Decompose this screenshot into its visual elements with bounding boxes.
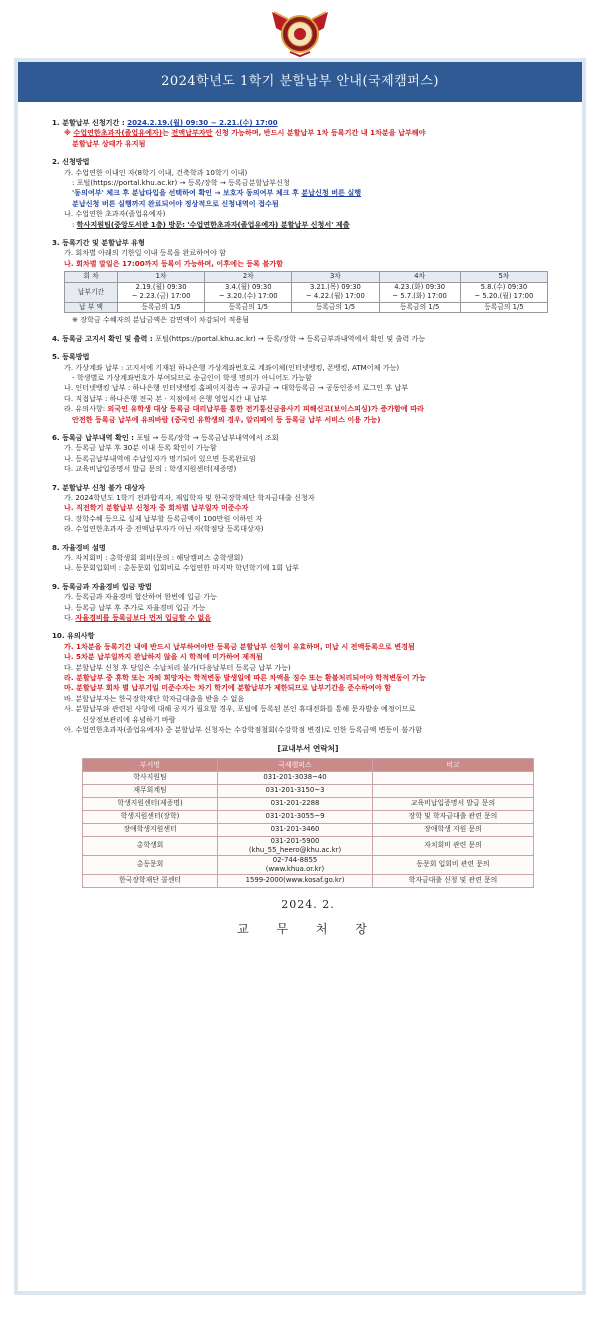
schedule-cell: 등록금의 1/5 xyxy=(205,302,292,313)
section-9-heading: 9. 등록금과 자율경비 입금 방법 xyxy=(52,581,152,591)
s2-item-b: 나. 수업연한 초과자(졸업유예자) xyxy=(64,209,166,219)
s5-item-c: 다. 직접납부 : 하나은행 전국 본 · 지점에서 은행 영업시간 내 납부 xyxy=(64,393,268,403)
schedule-header: 회 차 xyxy=(65,272,118,283)
schedule-cell: 등록금의 1/5 xyxy=(292,302,379,313)
schedule-cell: 2.19.(월) 09:30 ~ 2.23.(금) 17:00 xyxy=(118,282,205,302)
s10-item-b: 나. 5차분 납부일까지 완납하지 않을 시 학적에 미가하여 제적됨 xyxy=(64,652,263,662)
schedule-table xyxy=(64,271,548,313)
s7-item-a: 가. 2024학년도 1학기 전과합격자, 재입학자 및 한국장학재단 학자금대출 신청자 xyxy=(64,492,315,502)
s4-text: 포털(https://portal.khu.ac.kr) → 등록/장학 → 등록금부과내역에서 확인 및 출력 가능 xyxy=(155,333,426,343)
s7-item-b: 나. 직전학기 분할납부 신청자 중 회차별 납부일자 미준수자 xyxy=(64,503,249,513)
s10-item-g: 사. 분할납부와 관련된 사항에 대해 공지가 필요할 경우, 포털에 등록된 본인 휴대전화를 통해 문자발송 예정이므로 xyxy=(64,704,416,714)
section-8 xyxy=(52,543,564,574)
s2-item-a-2: '동의여부' 체크 후 분납타입을 선택하여 확인 → 보호자 동의여부 체크 후 xyxy=(72,188,302,198)
notice-content xyxy=(52,118,564,935)
table-row: 학생지원센터(장학) 031-201-3055~9 장학 및 학자금대출 관련 문의 xyxy=(83,810,534,823)
schedule-cell: 4.23.(화) 09:30 ~ 5.7.(화) 17:00 xyxy=(379,282,460,302)
schedule-cell: 3.21.(목) 09:30 ~ 4.22.(월) 17:00 xyxy=(292,282,379,302)
section-8-heading: 8. 자율경비 설명 xyxy=(52,542,106,552)
schedule-cell: 3.4.(월) 09:30 ~ 3.20.(수) 17:00 xyxy=(205,282,292,302)
table-row: 장애학생지원센터 031-201-3460 장애학생 지원 문의 xyxy=(83,823,534,836)
issue-date: 2024. 2. xyxy=(281,897,335,911)
issuing-office: 교 무 처 장 xyxy=(237,922,379,937)
s10-item-a: 가. 1차분을 등록기간 내에 반드시 납부하여야만 등록금 분할납부 신청이 유효하며, 미납 시 전액등록으로 변경됨 xyxy=(64,641,415,651)
section-4 xyxy=(52,334,564,344)
table-row: 총동문회 02-744-8855 (www.khua.or.kr) 동문회 입회비 관련 문의 xyxy=(83,855,534,874)
section-2 xyxy=(52,157,564,230)
s1-note-full-payment: 전액납부자만 xyxy=(171,128,213,138)
s1-note-line-2: 분할납부 상태가 유지됨 xyxy=(72,138,146,148)
schedule-row-label: 납부기간 xyxy=(65,282,118,302)
contacts-header: 부서명 xyxy=(83,758,218,771)
s9-item-c-warning: 자율경비를 등록금보다 먼저 입금할 수 없음 xyxy=(75,613,212,623)
s5-item-d-label: 라. 유의사항: xyxy=(64,404,108,414)
s5-item-b: 나. 인터넷뱅킹 납부 : 하나은행 인터넷뱅킹 홈페이지접속 → 공과금 → 대학등록금 → 공동인증서 로그인 후 납부 xyxy=(64,383,409,393)
s5-item-d-warning: 외국인 유학생 대상 등록금 대리납부를 통한 전기통신금융사기 피해신고(보이스피싱)가 증가함에 따라 xyxy=(107,404,424,414)
section-6-heading: 6. 등록금 납부내역 확인 : xyxy=(52,432,137,442)
section-3-heading: 3. 등록기간 및 분할납부 유형 xyxy=(52,238,145,248)
section-2-heading: 2. 신청방법 xyxy=(52,157,90,167)
s7-item-c: 다. 장학수혜 등으로 실제 납부할 등록금액이 100만원 이하인 자 xyxy=(64,513,263,523)
section-3 xyxy=(52,238,564,326)
schedule-cell: 5.8.(수) 09:30 ~ 5.20.(월) 17:00 xyxy=(460,282,547,302)
section-7-heading: 7. 분할납부 신청 불가 대상자 xyxy=(52,482,145,492)
s7-item-d: 라. 수업연한초과자 중 전액납부자가 아닌 자(학점당 등록대상자) xyxy=(64,524,264,534)
schedule-header: 3차 xyxy=(292,272,379,283)
section-5-heading: 5. 등록방법 xyxy=(52,352,90,362)
section-10-heading: 10. 유의사항 xyxy=(52,631,95,641)
section-4-heading: 4. 등록금 고지서 확인 및 출력 : xyxy=(52,333,156,343)
s8-item-b: 나. 동문회입회비 : 총동문회 입회비로 수업연한 마지막 학년학기에 1회 납부 xyxy=(64,563,300,573)
document-paper xyxy=(18,62,582,1291)
s10-item-f: 바. 분할납부자는 한국장학재단 학자금대출을 받을 수 없음 xyxy=(64,693,245,703)
section-1-heading: 1. 분할납부 신청기간 : xyxy=(52,118,128,127)
table-row: 총학생회 031-201-5900 (khu_55_heero@khu.ac.kr) 자치회비 관련 문의 xyxy=(83,836,534,855)
contacts-title: [교내부서 연락처] xyxy=(277,743,339,753)
section-10 xyxy=(52,631,564,735)
s1-note-text-2: 신청 가능하며, 반드시 분할납부 1차 등록기간 내 1차분을 납부해야 xyxy=(212,128,426,138)
section-9 xyxy=(52,582,564,624)
s6-item-c: 다. 교육비납입증명서 발급 문의 : 학생지원센터(제증명) xyxy=(64,464,237,474)
schedule-cell: 등록금의 1/5 xyxy=(379,302,460,313)
table-row: 한국장학재단 콜센터 1599-2000(www.kosaf.go.kr) 학자금대출 신청 및 관련 문의 xyxy=(83,874,534,887)
contacts-header: 비고 xyxy=(373,758,534,771)
s5-item-a: 가. 가상계좌 납부 : 고지서에 기재된 하나은행 가상계좌번호로 계좌이체(인터넷뱅킹, 폰뱅킹, ATM이체 가능) xyxy=(64,362,400,372)
section-1 xyxy=(52,118,564,149)
s2-item-b-1: 학사지원팀(중앙도서관 1층) 방문: '수업연한초과자(졸업유예자) 분할납부 신청서' 제출 xyxy=(76,219,350,229)
s9-item-c-label: 다. xyxy=(64,613,76,623)
s2-item-a-1: : 포털(https://portal.khu.ac.kr) → 등록/장학 → 등록금분할납부신청 xyxy=(72,178,290,188)
section-7 xyxy=(52,483,564,535)
s1-note-target: 수업연한초과자(졸업유예자) xyxy=(73,128,163,138)
s10-item-d: 라. 분할납부 중 휴학 또는 자퇴 희망자는 학적변동 발생일에 따른 차액을 징수 또는 환불처리되어야 학적변동이 가능 xyxy=(64,673,426,683)
s5-item-a-1: - 학생별로 가상계좌번호가 부여되므로 송금인이 학생 명의가 아니어도 가능함 xyxy=(72,372,312,382)
schedule-header: 2차 xyxy=(205,272,292,283)
page-title: 2024학년도 1학기 분할납부 안내(국제캠퍼스) xyxy=(18,62,582,102)
schedule-cell: 등록금의 1/5 xyxy=(460,302,547,313)
application-period: 2024.2.19.(월) 09:30 ~ 2.21.(수) 17:00 xyxy=(127,118,278,127)
schedule-header: 4차 xyxy=(379,272,460,283)
s2-item-a-2-button: 분납신청 버튼 실행 xyxy=(301,188,362,198)
s8-item-a: 가. 자치회비 : 총학생회 회비(문의 : 해당캠퍼스 총학생회) xyxy=(64,553,244,562)
s6-item-b: 나. 등록금납부내역에 수납일자가 명기되어 있으면 등록완료임 xyxy=(64,453,256,463)
section-5 xyxy=(52,352,564,425)
s3-item-a: 가. 회차별 아래의 기한일 이내 등록을 완료하여야 함 xyxy=(64,248,226,258)
section-6 xyxy=(52,433,564,475)
s10-item-c: 다. 분할납부 신청 후 당일은 수납처리 불가(다음날부터 등록금 납부 가능) xyxy=(64,662,291,672)
s10-item-g-1: 신상정보관리에 유념하기 바람 xyxy=(82,714,176,724)
university-emblem xyxy=(268,6,332,58)
schedule-header: 1차 xyxy=(118,272,205,283)
s9-item-b: 나. 등록금 납부 후 추가로 자율경비 입금 가능 xyxy=(64,602,206,612)
contacts-header: 국제캠퍼스 xyxy=(218,758,373,771)
table-row: 학사지원팀 031-201-3038~40 xyxy=(83,771,534,784)
s2-item-b-colon: : xyxy=(72,219,77,229)
s9-item-a: 가. 등록금과 자율경비 합산하여 한번에 입금 가능 xyxy=(64,592,217,602)
contacts-table xyxy=(82,758,534,888)
s5-item-d-warning-2: 안전한 등록금 납부에 유의바람 (중국인 유학생의 경우, 알리페이 등 등록금 납부 서비스 이용 가능) xyxy=(72,414,381,424)
s1-note-mark: ※ xyxy=(64,128,74,138)
s3-note: ※ 장학금 수혜자의 분납금액은 감면액이 차감되어 적용됨 xyxy=(72,315,250,325)
schedule-header: 5차 xyxy=(460,272,547,283)
s10-item-h: 아. 수업연한초과자(졸업유예자) 중 분할납부 신청자는 수강학점철회(수강학점 변경)로 인한 등록금액 변동이 불가함 xyxy=(64,725,422,735)
schedule-row-label: 납 부 액 xyxy=(65,302,118,313)
schedule-cell: 등록금의 1/5 xyxy=(118,302,205,313)
table-row: 재무회계팀 031-201-3150~3 xyxy=(83,784,534,797)
s6-heading-text: 포털 → 등록/장학 → 등록금납부내역에서 조회 xyxy=(136,432,279,442)
s3-item-b: 나. 회차별 말일은 17:00까지 등록이 가능하며, 이후에는 등록 불가함 xyxy=(64,258,284,268)
s2-item-a-3: 분납신청 버튼 실행까지 완료되어야 정상적으로 신청내역이 접수됨 xyxy=(72,198,279,208)
s10-item-e: 마. 분할납부 회차 별 납부기일 미준수자는 차기 학기에 분할납부가 제한되므로 납부기간을 준수하여야 함 xyxy=(64,683,391,693)
s6-item-a: 가. 등록금 납부 후 30분 이내 등록 확인이 가능함 xyxy=(64,443,217,453)
table-row: 학생지원센터(제증명) 031-201-2288 교육비납입증명서 발급 문의 xyxy=(83,797,534,810)
s2-item-a: 가. 수업연한 이내인 자(8학기 이내, 건축학과 10학기 이내) xyxy=(64,167,248,177)
s1-note-text-1: 는 xyxy=(162,128,172,138)
